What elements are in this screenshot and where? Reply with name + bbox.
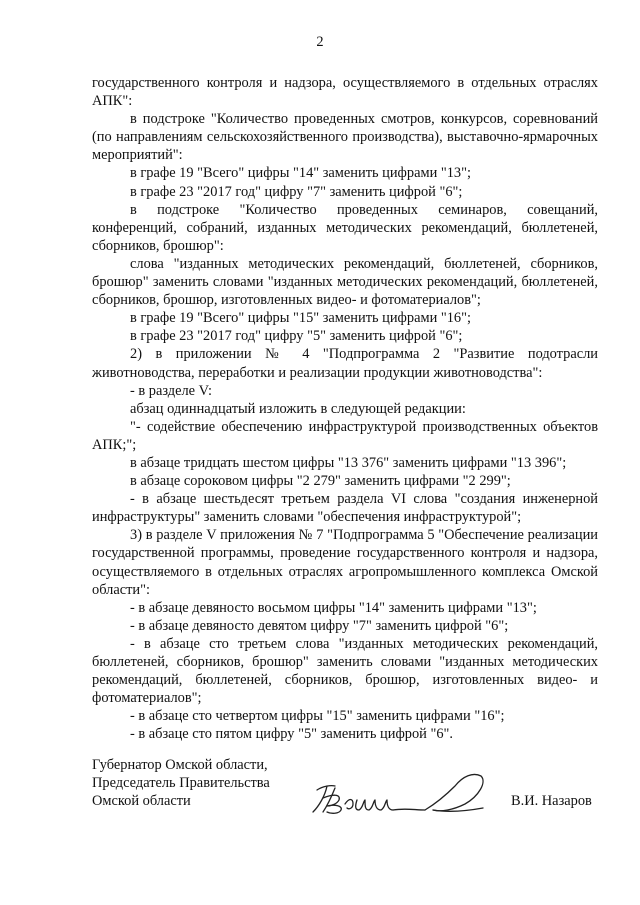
handwritten-signature [305, 768, 495, 818]
paragraph: в абзаце сороковом цифры "2 279" заменить цифрами "2 299"; [130, 473, 511, 490]
paragraph: государственного контроля и надзора, осуществляемого в отдельных отраслях АПК": [92, 75, 598, 110]
paragraph: - в абзаце сто третьем слова "изданных методических рекомендаций, бюллетеней, сборников, брошюр" заменить словами "изданных методических рекомендаций, бюллетеней, сборников, брошюр, изготовленных видео- и фотоматериалов"; [92, 635, 598, 707]
signatory-title-line: Омской области [92, 793, 191, 810]
page-number: 2 [316, 34, 324, 50]
paragraph: в подстроке "Количество проведенных смотров, конкурсов, соревнований (по направлениям сельскохозяйственного производства), выставочно-ярмарочных мероприятий": [92, 111, 598, 164]
paragraph: в графе 19 "Всего" цифры "14" заменить цифрами "13"; [130, 165, 472, 182]
signatory-title-line: Губернатор Омской области, [92, 757, 268, 773]
document-body [92, 74, 598, 743]
paragraph: - в абзаце девяносто девятом цифру "7" заменить цифрой "6"; [130, 617, 509, 634]
paragraph: - в абзаце шестьдесят третьем раздела VI слова "создания инженерной инфраструктуры" заменить словами "обеспечения инфраструктурой"; [92, 491, 598, 526]
paragraph: в графе 19 "Всего" цифры "15" заменить цифрами "16"; [130, 310, 472, 327]
paragraph: - в абзаце сто четвертом цифры "15" заменить цифрами "16"; [130, 708, 505, 725]
paragraph: в графе 23 "2017 год" цифру "5" заменить цифрой "6"; [130, 328, 463, 345]
paragraph: абзац одиннадцатый изложить в следующей редакции: [130, 400, 466, 417]
signatory-title-line: Председатель Правительства [92, 775, 270, 792]
paragraph: - в разделе V: [130, 382, 212, 399]
paragraph: слова "изданных методических рекомендаций, бюллетеней, сборников, брошюр" заменить словами "изданных методических рекомендаций, бюллетеней, сборников, брошюр, изготовленных видео- и фотоматериалов"; [92, 255, 598, 309]
paragraph: в подстроке "Количество проведенных семинаров, совещаний, конференций, собраний, изданных методических рекомендаций, бюллетеней, сборников, брошюр": [92, 201, 598, 254]
paragraph: в графе 23 "2017 год" цифру "7" заменить цифрой "6"; [130, 183, 463, 200]
signer-name: В.И. Назаров [511, 793, 592, 809]
paragraph: "- содействие обеспечению инфраструктурой производственных объектов АПК;"; [92, 418, 598, 453]
paragraph: в абзаце тридцать шестом цифры "13 376" заменить цифрами "13 396"; [130, 454, 567, 471]
paragraph: 3) в разделе V приложения № 7 "Подпрограмма 5 "Обеспечение реализации государственной программы, проведение государственного контроля и надзора, осуществляемого в отдельных отраслях агропромышленного комплекса Омской области": [92, 527, 598, 598]
paragraph: - в абзаце девяносто восьмом цифры "14" заменить цифрами "13"; [130, 599, 537, 616]
paragraph: 2) в приложении № 4 "Подпрограмма 2 "Развитие подотрасли животноводства, переработки и реализации продукции животноводства": [92, 346, 598, 381]
paragraph: - в абзаце сто пятом цифру "5" заменить цифрой "6". [130, 726, 454, 743]
